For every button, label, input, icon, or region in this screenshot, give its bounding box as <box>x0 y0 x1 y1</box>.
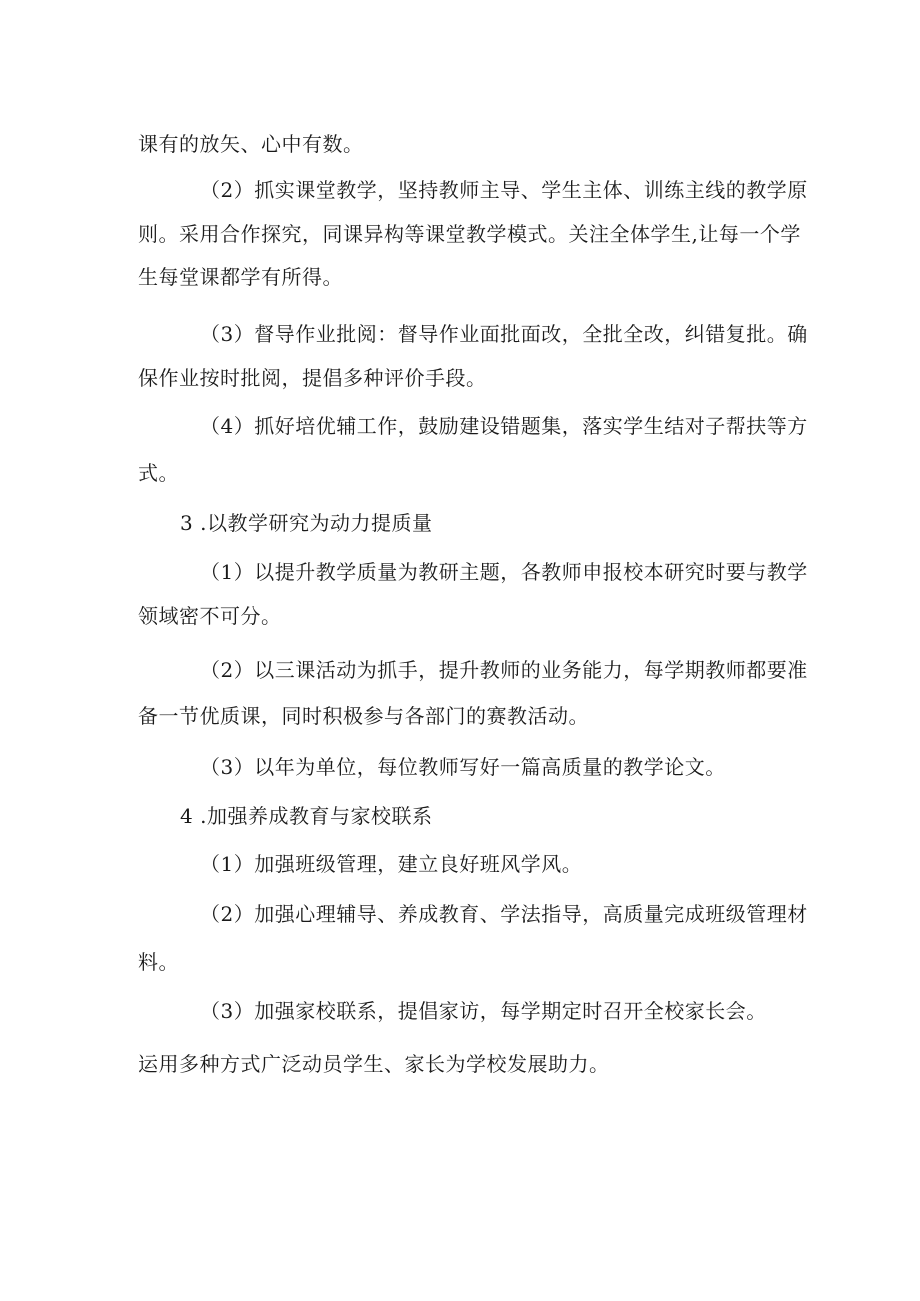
text-line: 式。 <box>138 461 179 485</box>
text-line: 保作业按时批阅，提倡多种评价手段。 <box>138 366 487 390</box>
paragraph-first-line: （3）加强家校联系，提倡家访，每学期定时召开全校家长会。 <box>200 999 767 1023</box>
paragraph-first-line: （1）加强班级管理，建立良好班风学风。 <box>200 852 583 876</box>
section-heading: 3 .以教学研究为动力提质量 <box>180 511 433 535</box>
text-line: 生每堂课都学有所得。 <box>138 265 343 289</box>
text-line: 备一节优质课，同时积极参与各部门的赛教活动。 <box>138 704 589 728</box>
text-line: 课有的放矢、心中有数。 <box>138 132 364 156</box>
text-line: 领域密不可分。 <box>138 604 282 628</box>
paragraph-first-line: （2）抓实课堂教学，坚持教师主导、学生主体、训练主线的教学原 <box>200 178 808 202</box>
paragraph-first-line: （2）加强心理辅导、养成教育、学法指导，高质量完成班级管理材 <box>200 902 808 926</box>
paragraph-first-line: （3）以年为单位，每位教师写好一篇高质量的教学论文。 <box>200 755 726 779</box>
paragraph-first-line: （4）抓好培优辅工作，鼓励建设错题集，落实学生结对子帮扶等方 <box>200 414 808 438</box>
section-heading: 4 .加强养成教育与家校联系 <box>180 804 433 828</box>
paragraph-first-line: （2）以三课活动为抓手，提升教师的业务能力，每学期教师都要准 <box>200 658 808 682</box>
text-line: 运用多种方式广泛动员学生、家长为学校发展助力。 <box>138 1052 610 1076</box>
paragraph-first-line: （3）督导作业批阅：督导作业面批面改，全批全改，纠错复批。确 <box>200 322 808 346</box>
text-line: 则。采用合作探究，同课异构等课堂教学模式。关注全体学生,让每一个学 <box>138 222 801 246</box>
text-line: 料。 <box>138 950 179 974</box>
paragraph-first-line: （1）以提升教学质量为教研主题，各教师申报校本研究时要与教学 <box>200 560 808 584</box>
